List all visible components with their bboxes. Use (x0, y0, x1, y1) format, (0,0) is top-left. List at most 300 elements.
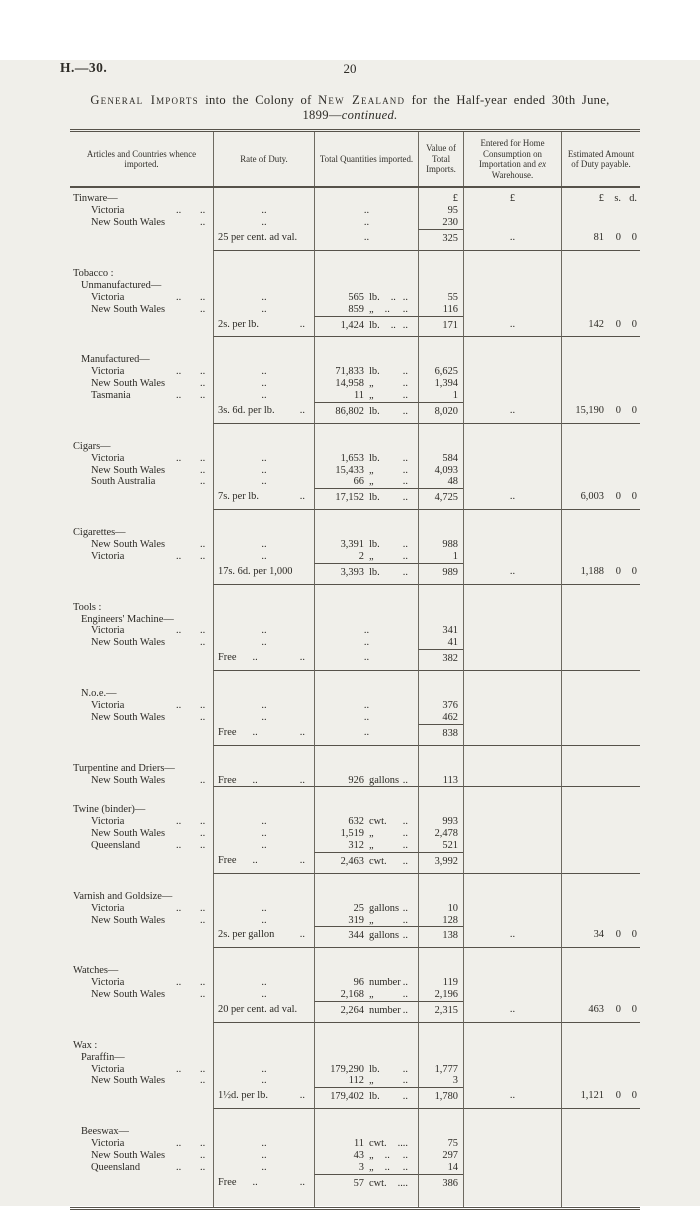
duty-cell (561, 217, 640, 229)
home-consumption-cell (463, 745, 561, 758)
quantity-number: 565 (348, 291, 364, 303)
value-cell: 113 (418, 775, 463, 787)
value-cell: 171 (418, 316, 463, 337)
duty-cell (561, 1064, 640, 1076)
quantity-cell (314, 584, 418, 597)
duty-cell (561, 1035, 640, 1052)
home-consumption-cell (463, 366, 561, 378)
article-group-label-row (70, 280, 640, 292)
home-consumption-cell (463, 712, 561, 724)
articles-cell (70, 390, 213, 402)
quantity-number: 86,802 (335, 405, 364, 417)
leader-dots: .. (299, 652, 305, 664)
value-cell: 3 (418, 1075, 463, 1087)
leader-dots: .. (402, 914, 408, 926)
leader-dots: .. (402, 855, 408, 867)
duty-pounds: 1,188 (580, 565, 604, 577)
duty-cell (561, 915, 640, 927)
quantity-number: 344 (348, 930, 364, 942)
articles-cell (70, 539, 213, 551)
country-row (70, 828, 640, 840)
value-cell (418, 1121, 463, 1138)
duty-cell (561, 188, 640, 205)
duty-cell (561, 960, 640, 977)
leader-dots: .. (200, 205, 206, 217)
quantity-unit: „ (369, 914, 374, 926)
leader-dots: .. (397, 1177, 403, 1189)
value-cell (418, 960, 463, 977)
duty-cell (561, 539, 640, 551)
leader-dots: .. (384, 303, 390, 315)
articles-cell (70, 488, 213, 509)
value-cell (418, 1035, 463, 1052)
home-consumption-cell (463, 1174, 561, 1195)
leader-dots: .. (200, 977, 206, 989)
leader-dots: .. (402, 977, 408, 989)
articles-cell (70, 436, 213, 453)
article-label: Unmanufactured— (81, 279, 162, 291)
quantity-cell (314, 292, 418, 304)
duty-cell (561, 453, 640, 465)
articles-cell (70, 903, 213, 915)
group-separator-row (70, 250, 640, 263)
quantity-cell (314, 423, 418, 436)
duty-pounds: 1,121 (580, 1090, 604, 1102)
country-name: New South Wales (91, 303, 166, 315)
rate-of-duty: 25 per cent. ad val. (218, 232, 298, 244)
articles-cell (70, 1052, 213, 1064)
duty-cell (561, 637, 640, 649)
rate-cell: .. (213, 465, 314, 477)
duty-pence: 0 (631, 1090, 637, 1102)
quantity-cell (314, 903, 418, 915)
duty-shillings: 0 (615, 929, 621, 941)
article-group-label-row (70, 1052, 640, 1064)
duty-cell (561, 625, 640, 637)
quantity-cell (314, 799, 418, 816)
leader-dots: .. (200, 774, 206, 786)
duty-cell (561, 1138, 640, 1150)
value-cell (418, 1022, 463, 1035)
home-consumption-cell (463, 453, 561, 465)
home-consumption-cell (463, 840, 561, 852)
leader-dots: .. (402, 774, 408, 786)
article-label: Manufactured— (81, 354, 150, 366)
quantity-cell (314, 465, 418, 477)
group-total-row (70, 1087, 640, 1108)
rate-of-duty: 2s. per lb. (218, 318, 259, 330)
quantity-cell (314, 563, 418, 584)
quantity-cell (314, 402, 418, 423)
home-consumption-cell (463, 597, 561, 614)
quantity-cell (314, 1108, 418, 1121)
leader-dots: .. (390, 319, 396, 331)
country-row (70, 304, 640, 316)
article-label: N.o.e.— (81, 688, 117, 700)
quantity-number: 96 (353, 977, 364, 989)
quantity-cell (314, 453, 418, 465)
value-cell: 41 (418, 637, 463, 649)
articles-cell (70, 229, 213, 250)
quantity-number: 3,393 (340, 566, 364, 578)
leader-dots: .. (200, 452, 206, 464)
duty-cell (561, 614, 640, 626)
value-cell (418, 947, 463, 960)
home-consumption-cell (463, 989, 561, 1001)
home-header-ex: ex (538, 159, 547, 170)
table-bottom-spacer-row (70, 1195, 640, 1207)
articles-cell (70, 378, 213, 390)
quantity-cell: .. (314, 217, 418, 229)
home-consumption-cell: .. (463, 1001, 561, 1022)
articles-cell (70, 1035, 213, 1052)
country-row (70, 378, 640, 390)
articles-cell (70, 745, 213, 757)
group-total-row (70, 926, 640, 947)
rate-cell: .. (213, 840, 314, 852)
country-name: New South Wales (91, 637, 166, 649)
quantity-cell (314, 926, 418, 947)
quantity-unit: „ (369, 464, 374, 476)
articles-cell (70, 886, 213, 903)
home-consumption-cell (463, 1162, 561, 1174)
country-name: Victoria (91, 1063, 125, 1075)
leader-dots: .. (200, 1075, 206, 1087)
leader-dots: .. (402, 566, 408, 578)
duty-cell (561, 683, 640, 700)
duty-cell (561, 886, 640, 903)
rate-cell (213, 509, 314, 522)
quantity-unit: „ (369, 476, 374, 488)
rate-cell (213, 614, 314, 626)
value-cell: 3,992 (418, 852, 463, 873)
articles-cell (70, 614, 213, 626)
articles-cell (70, 522, 213, 539)
rate-cell: .. (213, 903, 314, 915)
quantity-cell (314, 1022, 418, 1035)
duty-cell (561, 349, 640, 366)
country-name: New South Wales (91, 1075, 166, 1087)
country-row (70, 903, 640, 915)
home-consumption-cell (463, 683, 561, 700)
rate-cell: .. (213, 1162, 314, 1174)
quantity-cell: .. (314, 625, 418, 637)
home-consumption-cell (463, 263, 561, 280)
articles-cell (70, 989, 213, 1001)
leader-dots: .. (200, 902, 206, 914)
articles-cell (70, 1064, 213, 1076)
country-name: New South Wales (91, 989, 166, 1001)
article-group-label-row (70, 960, 640, 977)
articles-cell (70, 947, 213, 959)
quantity-number: 319 (348, 914, 364, 926)
rate-cell (213, 926, 314, 947)
duty-pence: 0 (631, 1003, 637, 1015)
quantity-cell (314, 947, 418, 960)
home-consumption-cell (463, 873, 561, 886)
leader-dots: .. (176, 902, 182, 914)
rate-cell (213, 263, 314, 280)
articles-cell (70, 597, 213, 614)
articles-cell (70, 188, 213, 205)
articles-cell (70, 304, 213, 316)
value-cell: 1,777 (418, 1064, 463, 1076)
leader-dots: .. (402, 303, 408, 315)
rate-cell: .. (213, 292, 314, 304)
rate-cell (213, 1035, 314, 1052)
value-cell: 95 (418, 205, 463, 217)
rate-cell (213, 229, 314, 250)
leader-dots: .. (402, 452, 408, 464)
duty-cell (561, 597, 640, 614)
home-consumption-cell (463, 614, 561, 626)
quantity-cell: .. (314, 649, 418, 670)
group-separator-row (70, 1108, 640, 1121)
rate-cell: .. (213, 539, 314, 551)
leader-dots: .. (200, 291, 206, 303)
home-consumption-cell (463, 700, 561, 712)
leader-dots: .. (200, 476, 206, 488)
articles-cell (70, 926, 213, 947)
duty-cell (561, 903, 640, 915)
value-cell (418, 280, 463, 292)
leader-dots: .. (200, 989, 206, 1001)
duty-cell (561, 488, 640, 509)
value-cell: 75 (418, 1138, 463, 1150)
rate-of-duty: Free (218, 774, 237, 786)
country-row (70, 217, 640, 229)
duty-cell (561, 828, 640, 840)
duty-cell (561, 926, 640, 947)
articles-cell (70, 423, 213, 435)
duty-cell (561, 873, 640, 886)
value-cell (418, 597, 463, 614)
leader-dots: .. (402, 464, 408, 476)
home-consumption-cell (463, 637, 561, 649)
quantity-number: 1,424 (340, 319, 364, 331)
country-name: New South Wales (91, 774, 166, 786)
rate-cell: .. (213, 304, 314, 316)
quantity-unit: „ (369, 828, 374, 840)
duty-cell (561, 786, 640, 799)
rate-cell (213, 522, 314, 539)
leader-dots: .. (252, 854, 258, 866)
home-consumption-cell: .. (463, 402, 561, 423)
rate-cell: .. (213, 637, 314, 649)
leader-dots: .. (200, 625, 206, 637)
quantity-cell (314, 840, 418, 852)
duty-cell (561, 1087, 640, 1108)
leader-dots: .. (200, 1161, 206, 1173)
rate-cell (213, 188, 314, 205)
home-consumption-cell (463, 584, 561, 597)
leader-dots: .. (200, 828, 206, 840)
quantity-unit: number (369, 977, 401, 989)
leader-dots: .. (200, 390, 206, 402)
leader-dots: .. (402, 550, 408, 562)
group-total-row (70, 724, 640, 745)
duty-cell (561, 390, 640, 402)
home-consumption-cell (463, 960, 561, 977)
rate-cell (213, 423, 314, 436)
home-consumption-cell (463, 724, 561, 745)
quantity-cell (314, 873, 418, 886)
country-row (70, 712, 640, 724)
quantity-unit: gallons (369, 902, 400, 914)
value-cell: 382 (418, 649, 463, 670)
rate-cell: .. (213, 378, 314, 390)
leader-dots: .. (402, 930, 408, 942)
title-general-imports: General Imports (90, 93, 199, 107)
value-cell: 4,725 (418, 488, 463, 509)
article-label: Turpentine and Driers— (73, 762, 175, 774)
leader-dots: .. (299, 404, 305, 416)
article-label: Cigarettes— (73, 527, 126, 539)
quantity-cell: .. (314, 712, 418, 724)
article-label: Paraffin— (81, 1051, 125, 1063)
duty-cell (561, 649, 640, 670)
duty-pounds: 142 (588, 318, 604, 330)
quantity-number: 2,463 (340, 855, 364, 867)
country-name: Victoria (91, 816, 125, 828)
duty-cell (561, 205, 640, 217)
articles-cell (70, 977, 213, 989)
duty-pounds: 81 (593, 232, 604, 244)
value-cell: 55 (418, 292, 463, 304)
quantity-unit: lb. (369, 539, 380, 551)
home-consumption-cell (463, 349, 561, 366)
page-header (0, 60, 700, 80)
value-cell: 2,478 (418, 828, 463, 840)
articles-cell (70, 670, 213, 682)
rate-of-duty: 1½d. per lb. (218, 1090, 268, 1102)
country-row (70, 915, 640, 927)
home-consumption-cell (463, 1064, 561, 1076)
duty-shillings: 0 (615, 565, 621, 577)
quantity-unit: lb. (369, 1091, 380, 1103)
col-header-home-consumption (463, 132, 561, 186)
articles-cell (70, 453, 213, 465)
country-row (70, 539, 640, 551)
country-name: New South Wales (91, 914, 166, 926)
duty-cell (561, 989, 640, 1001)
col-header-articles: Articles and Countries whence imported. (86, 148, 197, 170)
quantity-cell (314, 1162, 418, 1174)
value-cell: 2,315 (418, 1001, 463, 1022)
articles-cell (70, 786, 213, 798)
group-total-row (70, 402, 640, 423)
value-cell (418, 584, 463, 597)
quantity-cell (314, 539, 418, 551)
home-consumption-cell (463, 551, 561, 563)
quantity-cell: .. (314, 229, 418, 250)
quantity-unit: „ (369, 1075, 374, 1087)
title-mid-2: for the Half-year ended 30th June, (405, 93, 610, 107)
quantity-cell (314, 1075, 418, 1087)
quantity-cell (314, 304, 418, 316)
duty-shillings: 0 (615, 318, 621, 330)
duty-cell (561, 1195, 640, 1207)
country-name: New South Wales (91, 828, 166, 840)
group-separator-row (70, 745, 640, 758)
duty-shillings: 0 (615, 1003, 621, 1015)
rate-cell (213, 799, 314, 816)
duty-pence: 0 (631, 318, 637, 330)
title-line-2 (0, 108, 700, 123)
quantity-number: 11 (353, 390, 364, 402)
quantity-unit: „ (369, 989, 374, 1001)
country-row (70, 625, 640, 637)
articles-cell (70, 205, 213, 217)
country-row (70, 453, 640, 465)
quantity-number: 179,402 (330, 1091, 364, 1103)
duty-cell (561, 724, 640, 745)
value-cell (418, 873, 463, 886)
value-cell: 48 (418, 476, 463, 488)
value-cell (418, 1052, 463, 1064)
quantity-number: 859 (348, 303, 364, 315)
quantity-cell (314, 816, 418, 828)
home-consumption-cell (463, 947, 561, 960)
title-new-zealand: New Zealand (318, 93, 406, 107)
leader-dots: .. (200, 1150, 206, 1161)
duty-pounds: 34 (593, 929, 604, 941)
quantity-cell (314, 683, 418, 700)
duty-cell (561, 263, 640, 280)
home-consumption-cell (463, 436, 561, 453)
rate-cell: .. (213, 551, 314, 563)
leader-dots: .. (384, 1161, 390, 1173)
quantity-cell (314, 977, 418, 989)
group-separator-row (70, 336, 640, 349)
home-consumption-cell (463, 476, 561, 488)
home-consumption-cell (463, 649, 561, 670)
articles-cell (70, 1022, 213, 1034)
rate-cell (213, 1001, 314, 1022)
group-total-row (70, 1174, 640, 1195)
group-total-row (70, 488, 640, 509)
home-consumption-cell (463, 304, 561, 316)
duty-cell (561, 1121, 640, 1138)
rate-cell: .. (213, 1150, 314, 1162)
col-header-rate-of-duty: Rate of Duty. (213, 132, 314, 186)
quantity-number: 3,391 (340, 539, 364, 551)
articles-cell (70, 1121, 213, 1138)
leader-dots: .. (402, 291, 408, 303)
quantity-number: 2 (358, 550, 364, 562)
quantity-cell (314, 349, 418, 366)
quantity-cell (314, 280, 418, 292)
articles-cell (70, 509, 213, 521)
country-name: Tasmania (91, 390, 131, 402)
articles-cell (70, 828, 213, 840)
quantity-cell (314, 960, 418, 977)
home-consumption-cell (463, 1035, 561, 1052)
quantity-number: 43 (353, 1150, 364, 1161)
duty-cell (561, 522, 640, 539)
quantity-cell (314, 786, 418, 799)
quantity-unit: lb. (369, 492, 380, 504)
leader-dots: .. (402, 319, 408, 331)
quantity-cell (314, 378, 418, 390)
leader-dots: .. (384, 1150, 390, 1161)
quantity-unit: cwt. (368, 1177, 387, 1189)
value-cell: 1,780 (418, 1087, 463, 1108)
quantity-unit: „ (369, 378, 374, 390)
quantity-cell (314, 1195, 418, 1207)
rate-cell (213, 488, 314, 509)
rate-cell: .. (213, 915, 314, 927)
